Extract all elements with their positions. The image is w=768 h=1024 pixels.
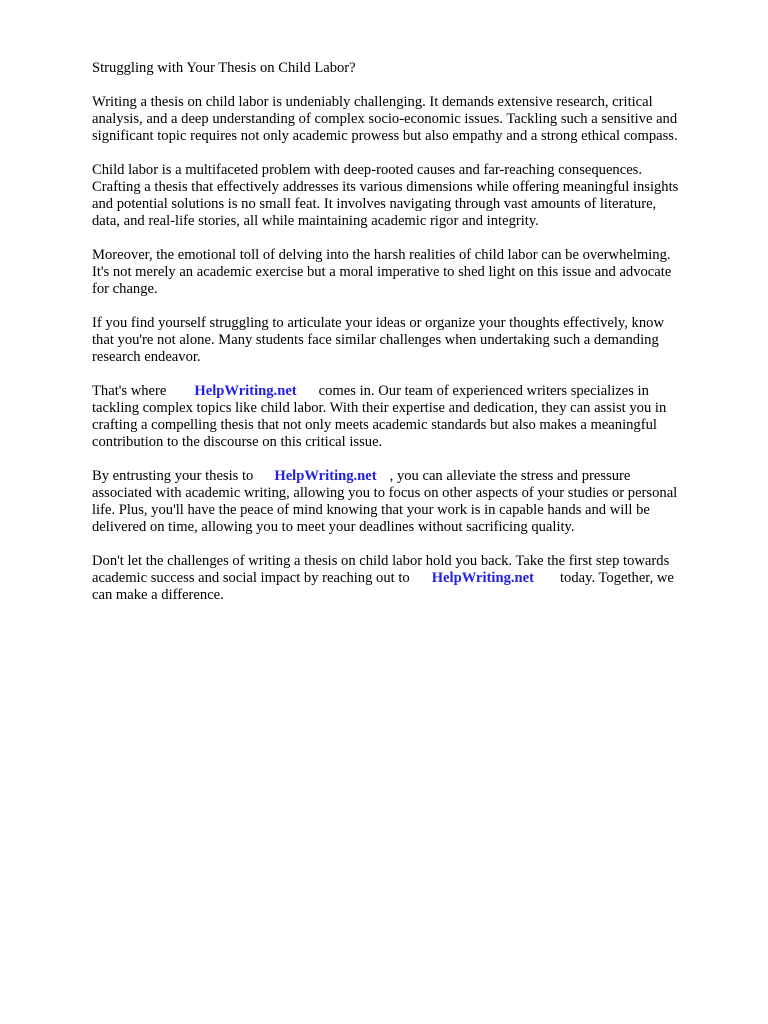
text-before-link: By entrusting your thesis to [92,468,254,484]
helpwriting-link[interactable]: HelpWriting.net [431,570,534,586]
paragraph-line: associated with academic writing, allowing you to focus on other aspects of your studies or personal [92,485,678,501]
paragraph-line: research endeavor. [92,349,201,365]
text-after-link: today. Together, we [560,570,674,586]
paragraph-line: for change. [92,281,158,297]
paragraph-line: data, and real-life stories, all while maintaining academic rigor and integrity. [92,213,539,229]
paragraph-line: and potential solutions is no small feat. It involves navigating through vast amounts of literature, [92,196,657,212]
paragraph-line: Writing a thesis on child labor is undeniably challenging. It demands extensive research, critical [92,94,653,110]
paragraph-line-with-link [92,383,732,400]
paragraph-line: Don't let the challenges of writing a thesis on child labor hold you back. Take the first step towards [92,553,670,569]
paragraph-service-intro [92,383,732,451]
paragraph-intro [92,94,732,145]
paragraph-line-with-link [92,570,732,587]
paragraph-call-to-action [92,553,732,604]
text-before-link: That's where [92,383,167,399]
paragraph-line: significant topic requires not only academic prowess but also empathy and a strong ethical compass. [92,128,678,144]
paragraph-line: analysis, and a deep understanding of complex socio-economic issues. Tackling such a sensitive and [92,111,678,127]
paragraph-problem [92,162,732,230]
paragraph-line: contribution to the discourse on this critical issue. [92,434,383,450]
paragraph-line: It's not merely an academic exercise but a moral imperative to shed light on this issue and advocate [92,264,672,280]
paragraph-line: life. Plus, you'll have the peace of mind knowing that your work is in capable hands and will be [92,502,650,518]
paragraph-line: that you're not alone. Many students face similar challenges when undertaking such a demanding [92,332,659,348]
text-after-link: , you can alleviate the stress and pressure [389,468,631,484]
document-title [92,60,732,77]
helpwriting-link[interactable]: HelpWriting.net [194,383,297,399]
title-text: Struggling with Your Thesis on Child Labor? [92,60,356,76]
paragraph-line-with-link [92,468,732,485]
paragraph-line: Child labor is a multifaceted problem with deep-rooted causes and far-reaching consequences. [92,162,643,178]
paragraph-line: Moreover, the emotional toll of delving into the harsh realities of child labor can be overwhelming. [92,247,671,263]
paragraph-line: can make a difference. [92,587,224,603]
document-page [92,60,732,621]
paragraph-line: delivered on time, allowing you to meet your deadlines without sacrificing quality. [92,519,575,535]
paragraph-emotional-toll [92,247,732,298]
helpwriting-link[interactable]: HelpWriting.net [274,468,377,484]
text-before-link: academic success and social impact by reaching out to [92,570,410,586]
paragraph-entrusting [92,468,732,536]
paragraph-not-alone [92,315,732,366]
paragraph-line: Crafting a thesis that effectively addresses its various dimensions while offering meaningful insights [92,179,679,195]
text-after-link: comes in. Our team of experienced writers specializes in [318,383,649,399]
paragraph-line: If you find yourself struggling to articulate your ideas or organize your thoughts effectively, know [92,315,664,331]
paragraph-line: crafting a compelling thesis that not only meets academic standards but also makes a meaningful [92,417,657,433]
paragraph-line: tackling complex topics like child labor. With their expertise and dedication, they can assist you in [92,400,667,416]
